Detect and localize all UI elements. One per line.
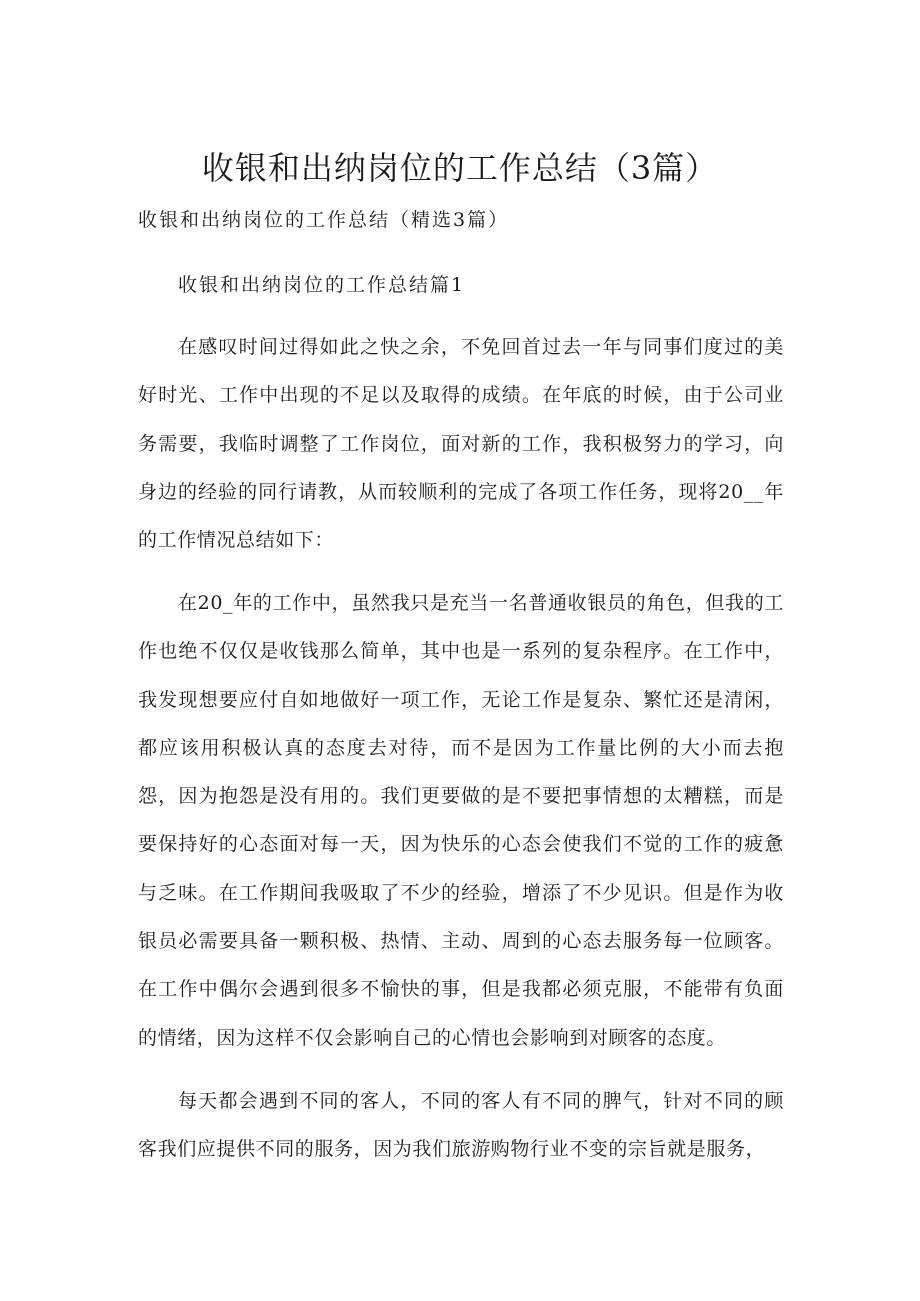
document-subtitle: 收银和出纳岗位的工作总结（精选3篇） xyxy=(138,209,510,231)
paragraph-1: 在感叹时间过得如此之快之余，不免回首过去一年与同事们度过的美好时光、工作中出现的不足以及取得的成绩。在年底的时候，由于公司业务需要，我临时调整了工作岗位，面对新的工作，我积极努力的学习，向身边的经验的同行请教，从而较顺利的完成了各项工作任务，现将20__年的工作情况总结如下： xyxy=(138,336,784,552)
paragraph-2: 在20_年的工作中，虽然我只是充当一名普通收银员的角色，但我的工作也绝不仅仅是收钱那么简单，其中也是一系列的复杂程序。在工作中，我发现想要应付自如地做好一项工作，无论工作是复杂、繁忙还是清闲，都应该用积极认真的态度去对待，而不是因为工作量比例的大小而去抱怨，因为抱怨是没有用的。我们更要做的是不要把事情想的太糟糕，而是要保持好的心态面对每一天，因为快乐的心态会使我们不觉的工作的疲惫与乏味。在工作期间我吸取了不少的经验，增添了不少见识。但是作为收银员必需要具备一颗积极、热情、主动、周到的心态去服务每一位顾客。在工作中偶尔会遇到很多不愉快的事，但是我都必须克服，不能带有负面的情绪，因为这样不仅会影响自己的心情也会影响到对顾客的态度。 xyxy=(138,592,784,1049)
paragraph-3: 每天都会遇到不同的客人，不同的客人有不同的脾气，针对不同的顾客我们应提供不同的服务，因为我们旅游购物行业不变的宗旨就是服务， xyxy=(138,1090,784,1161)
section-heading: 收银和出纳岗位的工作总结篇1 xyxy=(178,274,466,296)
document-title: 收银和出纳岗位的工作总结（3篇） xyxy=(201,149,719,187)
